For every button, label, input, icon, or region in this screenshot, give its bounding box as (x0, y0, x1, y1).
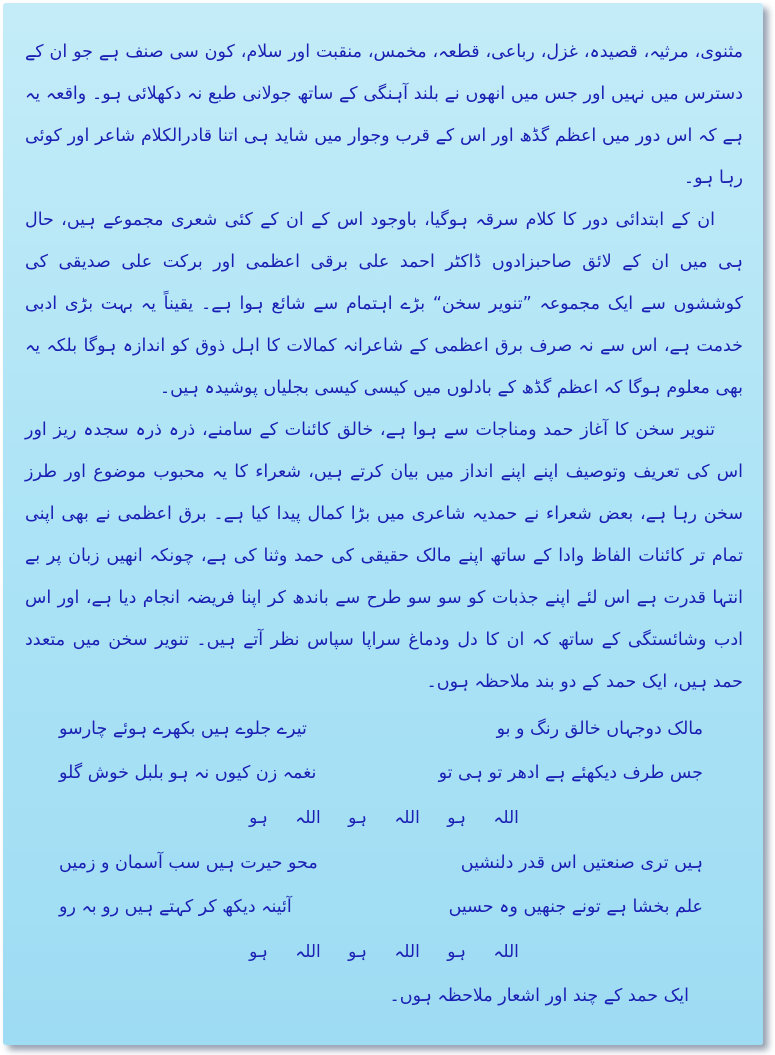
paragraph-hamd: تنویر سخن کا آغاز حمد ومناجات سے ہوا ہے، خالق کائنات کے سامنے، ذرہ ذرہ سجدہ ریز اور اس کی تعریف وتوصیف اپنے اپنے انداز میں بیان کرتے ہیں، شعراء کا یہ محبوب موضوع اور طرز سخن رہا ہے، بعض شعراء نے حمدیہ شاعری میں بڑا کمال پیدا کیا ہے۔ برق اعظمی نے بھی اپنی تمام تر کائنات الفاظ وادا کے ساتھ اپنے مالک حقیقی کی حمد وثنا کی ہے، چونکہ انھیں زبان پر بے انتہا قدرت ہے اس لئے اپنے جذبات کو سو سو طرح سے باندھ کر اپنا فریضہ انجام دیا ہے، اور اس ادب وشائستگی کے ساتھ کہ ان کا دل ودماغ سراپا سپاس نظر آتے ہیں۔ تنویر سخن میں متعدد حمد ہیں، ایک حمد کے دو بند ملاحظہ ہوں۔ (25, 420, 743, 692)
closing-line: ایک حمد کے چند اور اشعار ملاحظہ ہوں۔ (389, 986, 689, 1006)
poem-verse-first: علم بخشا ہے تونے جنھیں وہ حسیں (448, 897, 703, 917)
poem-verse-second: تیرے جلوے ہیں بکھرے ہوئے چارسو (59, 719, 307, 739)
paragraph-genres: مثنوی، مرثیہ، قصیدہ، غزل، رباعی، قطعہ، مخمس، منقبت اور سلام، کون سی صنف ہے جو ان کے دسترس میں نہیں اور جس میں انھوں نے بلند آہنگی کے ساتھ جولانی طبع نہ دکھلائی ہو۔ واقعہ یہ ہے کہ اس دور میں اعظم گڈھ اور اس کے قرب وجوار میں شاید ہی اتنا قادرالکلام شاعر اور کوئی رہا ہو۔ (25, 42, 743, 188)
poem-refrain: اللہ ہو اللہ ہو اللہ ہو (249, 942, 519, 962)
paragraph-tanveer-sukhan: ان کے ابتدائی دور کا کلام سرقہ ہوگیا، باوجود اس کے ان کے کئی شعری مجموعے ہیں، حال ہی میں ان کے لائق صاحبزادوں ڈاکٹر احمد علی برقی اعظمی اور برکت علی صدیقی کی کوششوں سے ایک مجموعہ ”تنویر سخن“ بڑے اہتمام سے شائع ہوا ہے۔ یقیناً یہ بہت بڑی ادبی خدمت ہے، اس سے نہ صرف برق اعظمی کے شاعرانہ کمالات کا اہل ذوق کو اندازہ ہوگا بلکہ یہ بھی معلوم ہوگا کہ اعظم گڈھ کے بادلوں میں کیسی کیسی بجلیاں پوشیدہ ہیں۔ (25, 210, 743, 398)
poem-couplet (25, 751, 743, 795)
poem-verse-first: مالک دوجہاں خالق رنگ و بو (496, 719, 703, 739)
poem-couplet (25, 707, 743, 751)
poem-verse-first: ہیں تری صنعتیں اس قدر دلنشیں (460, 853, 703, 873)
poem-verse-second: نغمہ زن کیوں نہ ہو بلبل خوش گلو (59, 763, 317, 783)
poem-stanza (25, 707, 743, 841)
poem-verse-second: آئینہ دیکھ کر کہتے ہیں رو بہ رو (59, 897, 292, 917)
poem-stanza (25, 841, 743, 975)
poem-verse-first: جس طرف دیکھئے ہے ادھر تو ہی تو (438, 763, 703, 783)
poem-refrain: اللہ ہو اللہ ہو اللہ ہو (249, 808, 519, 828)
page-frame (3, 3, 763, 1045)
page-content (25, 31, 743, 1017)
hamd-poem (25, 707, 743, 975)
poem-verse-second: محو حیرت ہیں سب آسمان و زمیں (59, 853, 318, 873)
poem-couplet (25, 885, 743, 929)
poem-couplet (25, 841, 743, 885)
